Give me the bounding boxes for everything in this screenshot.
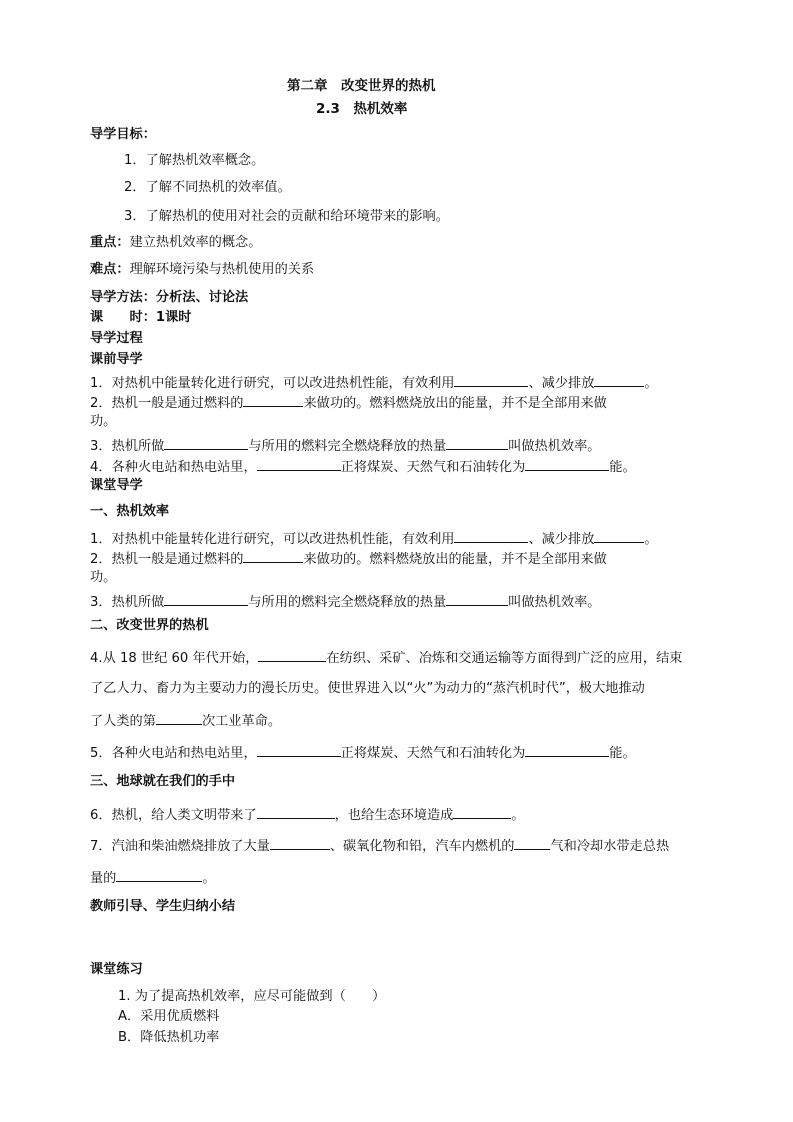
objective-item-1: 1．了解热机效率概念。	[124, 153, 265, 168]
q1-text-b: 、减少排放	[528, 376, 595, 391]
q4-text-c: 能。	[609, 460, 636, 475]
blank[interactable]	[116, 868, 202, 882]
blank[interactable]	[257, 457, 341, 471]
q3-text-c: 叫做热机效率。	[508, 595, 601, 610]
blank[interactable]	[257, 743, 341, 757]
blank[interactable]	[446, 592, 508, 606]
objectives-heading: 导学目标：	[90, 127, 156, 142]
q3-text-a: 3．热机所做	[90, 595, 165, 610]
key-point-label: 重点：	[90, 235, 130, 250]
key-point-text: 建立热机效率的概念。	[129, 235, 262, 250]
q7-text-b: 、碳氧化物和铅，汽车内燃机的	[329, 839, 515, 854]
part1-heading: 一、热机效率	[90, 504, 170, 519]
in-class-q2-cont: 功。	[90, 570, 117, 585]
class-hours-line: 课 时：1课时	[90, 310, 192, 325]
blank[interactable]	[164, 436, 248, 450]
q3-text-b: 与所用的燃料完全燃烧释放的热量	[248, 595, 447, 610]
in-class-heading: 课堂导学	[90, 478, 143, 493]
blank[interactable]	[525, 743, 609, 757]
practice-option-b: B．降低热机功率	[118, 1030, 220, 1045]
blank[interactable]	[270, 836, 330, 850]
q7-text-c: 气和冷却水带走总热	[550, 839, 670, 854]
in-class-q7-line2	[90, 868, 216, 887]
q2-text-b: 来做功的。燃料燃烧放出的能量，并不是全部用来做	[303, 396, 607, 411]
in-class-q5	[90, 743, 636, 762]
in-class-q6	[90, 805, 525, 824]
blank[interactable]	[594, 373, 644, 387]
in-class-q4-line3	[90, 711, 281, 730]
pre-class-q4	[90, 457, 636, 476]
q2-text-a: 2．热机一般是通过燃料的	[90, 396, 244, 411]
pre-class-q2-cont: 功。	[90, 414, 117, 429]
method-line: 导学方法：分析法、讨论法	[90, 290, 249, 305]
chapter-title: 第二章 改变世界的热机	[287, 78, 436, 94]
q4-text-e: 次工业革命。	[201, 714, 282, 729]
q5-text-b: 正将煤炭、天然气和石油转化为	[340, 746, 526, 761]
q6-text-a: 6．热机，给人类文明带来了	[90, 808, 257, 823]
difficulty-text: 理解环境污染与热机使用的关系	[129, 262, 315, 277]
q6-text-b: ，也给生态环境造成	[334, 808, 454, 823]
section-title: 2.3 热机效率	[316, 101, 408, 117]
q7-text-d: 量的	[90, 871, 117, 886]
process-heading: 导学过程	[90, 331, 143, 346]
q5-text-a: 5．各种火电站和热电站里，	[90, 746, 257, 761]
blank[interactable]	[453, 805, 511, 819]
q1-text-b: 、减少排放	[528, 532, 595, 547]
q1-text-a: 1．对热机中能量转化进行研究，可以改进热机性能，有效利用	[90, 376, 455, 391]
q4-text-a: 4.从 18 世纪 60 年代开始，	[90, 651, 259, 666]
q3-text-b: 与所用的燃料完全燃烧释放的热量	[248, 439, 447, 454]
q7-text-a: 7．汽油和柴油燃烧排放了大量	[90, 839, 270, 854]
blank[interactable]	[594, 529, 644, 543]
difficulty	[90, 261, 314, 278]
q6-text-c: 。	[511, 808, 525, 823]
blank[interactable]	[156, 711, 202, 725]
blank[interactable]	[514, 836, 550, 850]
in-class-q1	[90, 529, 658, 548]
q3-text-a: 3．热机所做	[90, 439, 165, 454]
difficulty-label: 难点：	[90, 262, 130, 277]
q2-text-a: 2．热机一般是通过燃料的	[90, 552, 244, 567]
part2-heading: 二、改变世界的热机	[90, 618, 209, 633]
objective-item-2: 2．了解不同热机的效率值。	[124, 180, 291, 195]
q5-text-c: 能。	[609, 746, 636, 761]
in-class-q4	[90, 648, 682, 667]
blank[interactable]	[454, 373, 528, 387]
practice-heading: 课堂练习	[90, 962, 143, 977]
in-class-q7	[90, 836, 669, 855]
q1-text-c: 。	[644, 376, 658, 391]
q4-text-b: 在纺织、采矿、冶炼和交通运输等方面得到广泛的应用，结束	[326, 651, 683, 666]
pre-class-q3	[90, 436, 600, 455]
blank[interactable]	[258, 648, 326, 662]
blank[interactable]	[257, 805, 335, 819]
practice-option-a: A．采用优质燃料	[118, 1009, 220, 1024]
blank[interactable]	[164, 592, 248, 606]
q7-text-e: 。	[202, 871, 216, 886]
q1-text-c: 。	[644, 532, 658, 547]
pre-class-heading: 课前导学	[90, 352, 143, 367]
summary-heading: 教师引导、学生归纳小结	[90, 899, 236, 914]
q1-text-a: 1．对热机中能量转化进行研究，可以改进热机性能，有效利用	[90, 532, 455, 547]
q3-text-c: 叫做热机效率。	[508, 439, 601, 454]
q4-text-d: 了人类的第	[90, 714, 156, 729]
blank[interactable]	[454, 529, 528, 543]
pre-class-q2	[90, 393, 607, 412]
blank[interactable]	[446, 436, 508, 450]
q4-text-a: 4．各种火电站和热电站里，	[90, 460, 257, 475]
in-class-q4-line2: 了乙人力、畜力为主要动力的漫长历史。使世界进入以“火”为动力的“蒸汽机时代”，极大地推动	[90, 681, 645, 696]
part3-heading: 三、地球就在我们的手中	[90, 774, 236, 789]
in-class-q3	[90, 592, 600, 611]
q2-text-b: 来做功的。燃料燃烧放出的能量，并不是全部用来做	[303, 552, 607, 567]
blank[interactable]	[243, 549, 303, 563]
practice-q1-stem: 1. 为了提高热机效率，应尽可能做到（ ）	[118, 989, 386, 1004]
blank[interactable]	[525, 457, 609, 471]
objective-item-3: 3．了解热机的使用对社会的贡献和给环境带来的影响。	[124, 209, 449, 224]
blank[interactable]	[243, 393, 303, 407]
q4-text-b: 正将煤炭、天然气和石油转化为	[340, 460, 526, 475]
key-point	[90, 234, 261, 251]
in-class-q2	[90, 549, 607, 568]
pre-class-q1	[90, 373, 658, 392]
